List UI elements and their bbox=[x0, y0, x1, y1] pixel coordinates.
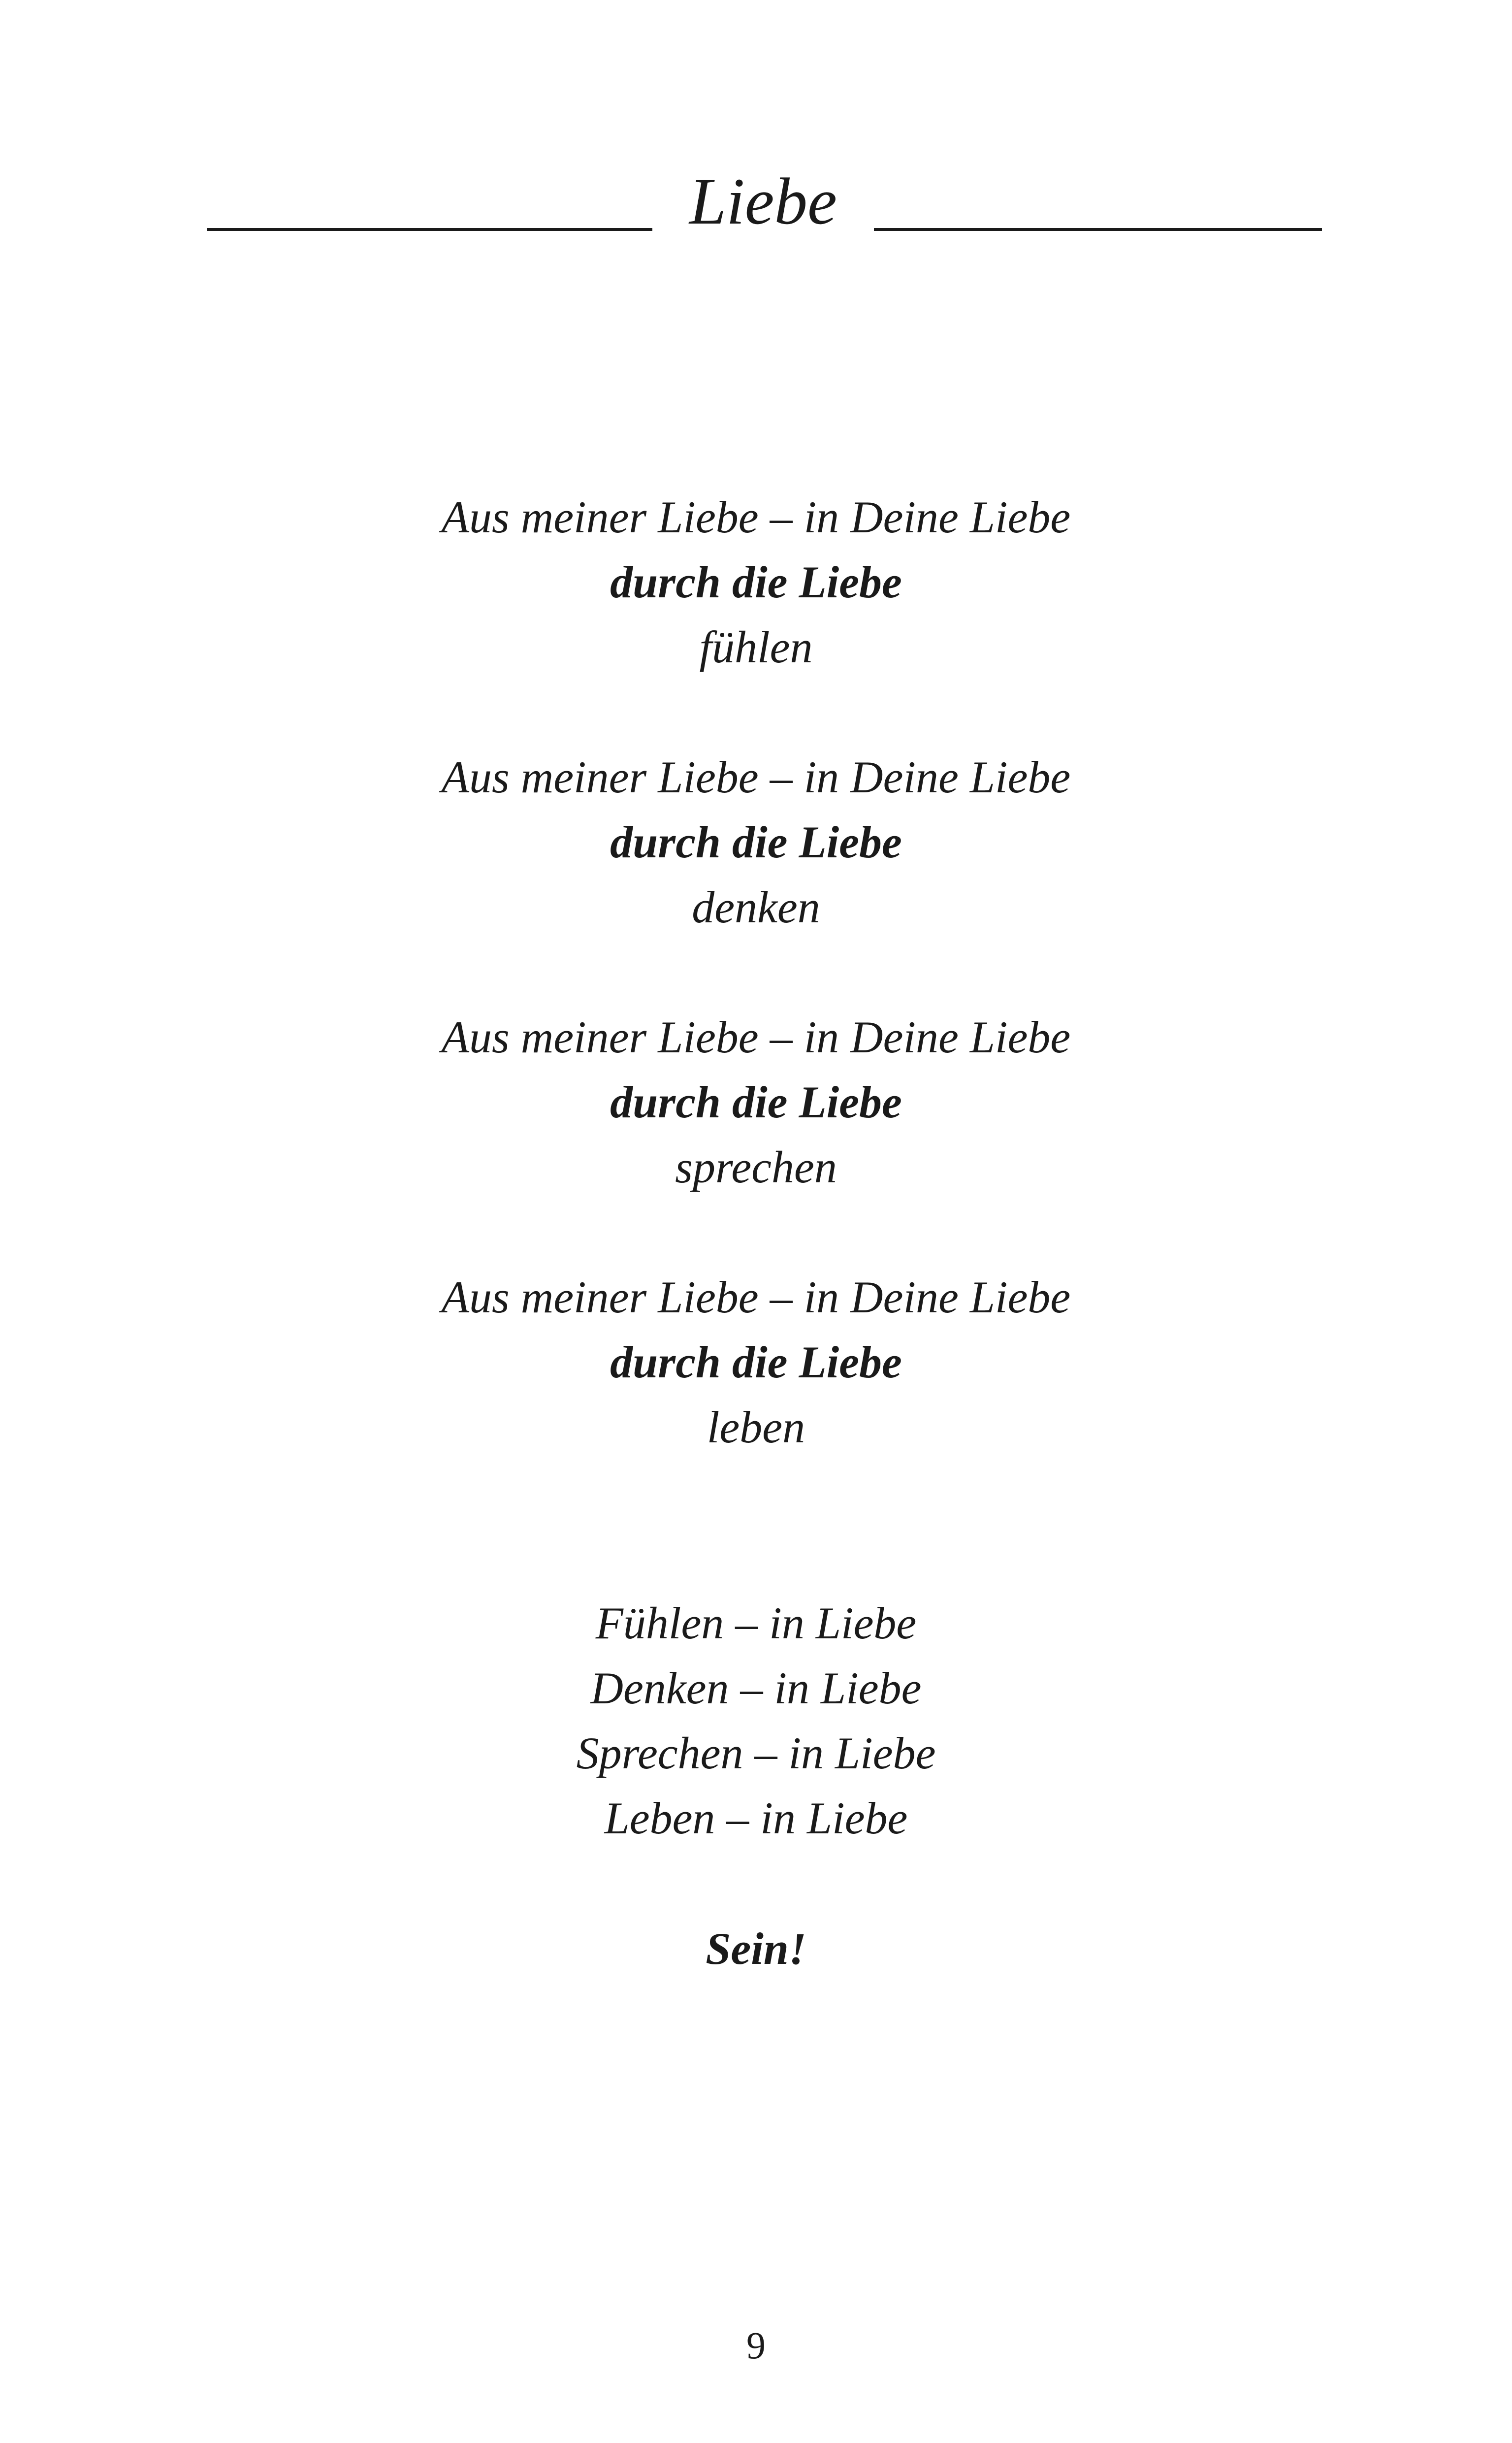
stanza-1-line-3: fühlen bbox=[699, 622, 813, 672]
header-rule-right bbox=[874, 228, 1322, 231]
stanza-1-line-2: durch die Liebe bbox=[610, 557, 902, 607]
stanza-2-line-1: Aus meiner Liebe – in Deine Liebe bbox=[441, 752, 1071, 802]
stanza-4-line-2: durch die Liebe bbox=[610, 1337, 902, 1387]
stanza-3-line-3: sprechen bbox=[675, 1142, 837, 1192]
page-title: Liebe bbox=[689, 165, 837, 238]
stanza-2-line-3: denken bbox=[692, 882, 820, 932]
stanza-1-line-1: Aus meiner Liebe – in Deine Liebe bbox=[441, 492, 1071, 542]
stanza-3-line-1: Aus meiner Liebe – in Deine Liebe bbox=[441, 1012, 1071, 1062]
stanza-3-line-2: durch die Liebe bbox=[610, 1077, 902, 1127]
closing-line-3: Sprechen – in Liebe bbox=[576, 1728, 936, 1778]
stanza-4-line-3: leben bbox=[707, 1402, 805, 1452]
header-rule-left bbox=[207, 228, 652, 231]
closing-line-4: Leben – in Liebe bbox=[604, 1793, 908, 1843]
closing-final: Sein! bbox=[706, 1923, 806, 1974]
stanza-2-line-2: durch die Liebe bbox=[610, 817, 902, 867]
stanza-4-line-1: Aus meiner Liebe – in Deine Liebe bbox=[441, 1272, 1071, 1322]
closing-line-1: Fühlen – in Liebe bbox=[595, 1598, 917, 1648]
closing-line-2: Denken – in Liebe bbox=[590, 1663, 922, 1713]
page-number: 9 bbox=[746, 2324, 766, 2367]
